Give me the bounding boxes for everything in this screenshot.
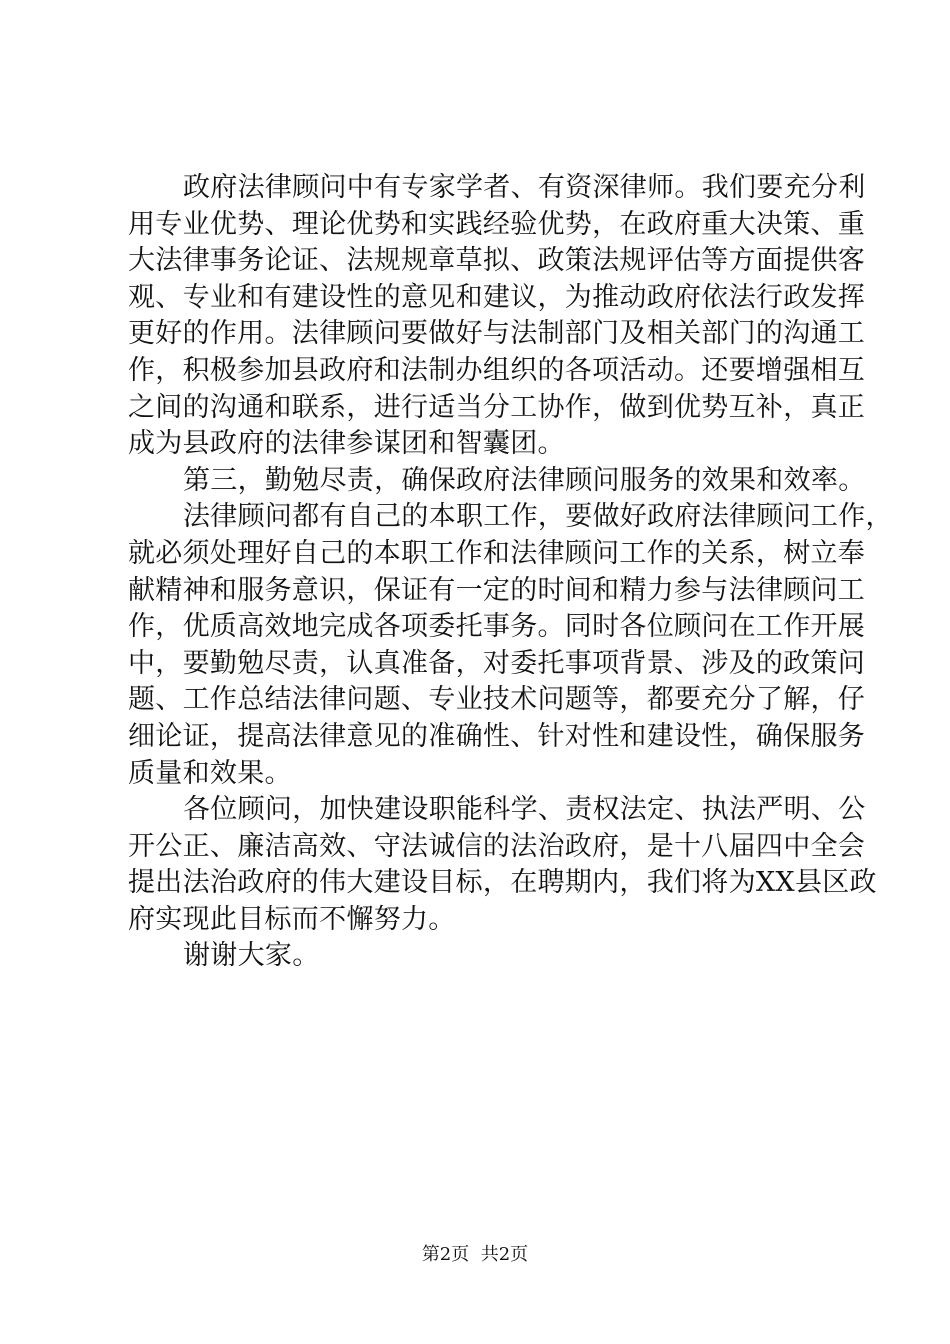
paragraph-line: 成为县政府的法律参谋团和智囊团。 xyxy=(128,428,565,460)
paragraph-line: 之间的沟通和联系，进行适当分工协作，做到优势互补，真正 xyxy=(128,391,866,423)
paragraph-line: 观、专业和有建设性的意见和建议，为推动政府依法行政发挥 xyxy=(128,281,866,313)
paragraph-line: 题、工作总结法律问题、专业技术问题等，都要充分了解，仔 xyxy=(128,684,866,716)
paragraph-line: 细论证，提高法律意见的准确性、针对性和建设性，确保服务 xyxy=(128,720,866,752)
page-number-label: 第2页 共2页 xyxy=(421,1244,529,1265)
paragraph-line: 大法律事务论证、法规规章草拟、政策法规评估等方面提供客 xyxy=(128,245,866,277)
paragraph-line: 用专业优势、理论优势和实践经验优势，在政府重大决策、重 xyxy=(128,208,866,240)
paragraph-line: 作，积极参加县政府和法制办组织的各项活动。还要增强相互 xyxy=(128,354,866,386)
paragraph-line: 提出法治政府的伟大建设目标，在聘期内，我们将为XX县区政 xyxy=(128,867,877,899)
paragraph-line: 献精神和服务意识，保证有一定的时间和精力参与法律顾问工 xyxy=(128,574,866,606)
paragraph-line: 府实现此目标而不懈努力。 xyxy=(128,903,456,935)
paragraph-line: 开公正、廉洁高效、守法诚信的法治政府，是十八届四中全会 xyxy=(128,830,866,862)
paragraph-line: 就必须处理好自己的本职工作和法律顾问工作的关系，树立奉 xyxy=(128,537,866,569)
paragraph-line: 法律顾问都有自己的本职工作，要做好政府法律顾问工作， xyxy=(183,501,893,533)
paragraph-line: 中，要勤勉尽责，认真准备，对委托事项背景、涉及的政策问 xyxy=(128,647,866,679)
document-body xyxy=(128,170,893,975)
page-footer xyxy=(0,1243,950,1267)
paragraph-line: 各位顾问，加快建设职能科学、责权法定、执法严明、公 xyxy=(183,794,866,826)
paragraph-line: 政府法律顾问中有专家学者、有资深律师。我们要充分利 xyxy=(183,172,866,203)
section-heading: 第三，勤勉尽责，确保政府法律顾问服务的效果和效率。 xyxy=(183,464,866,496)
paragraph-line: 更好的作用。法律顾问要做好与法制部门及相关部门的沟通工 xyxy=(128,318,866,350)
paragraph-line: 质量和效果。 xyxy=(128,757,292,789)
closing-line: 谢谢大家。 xyxy=(183,940,320,972)
paragraph-line: 作，优质高效地完成各项委托事务。同时各位顾问在工作开展 xyxy=(128,611,866,643)
